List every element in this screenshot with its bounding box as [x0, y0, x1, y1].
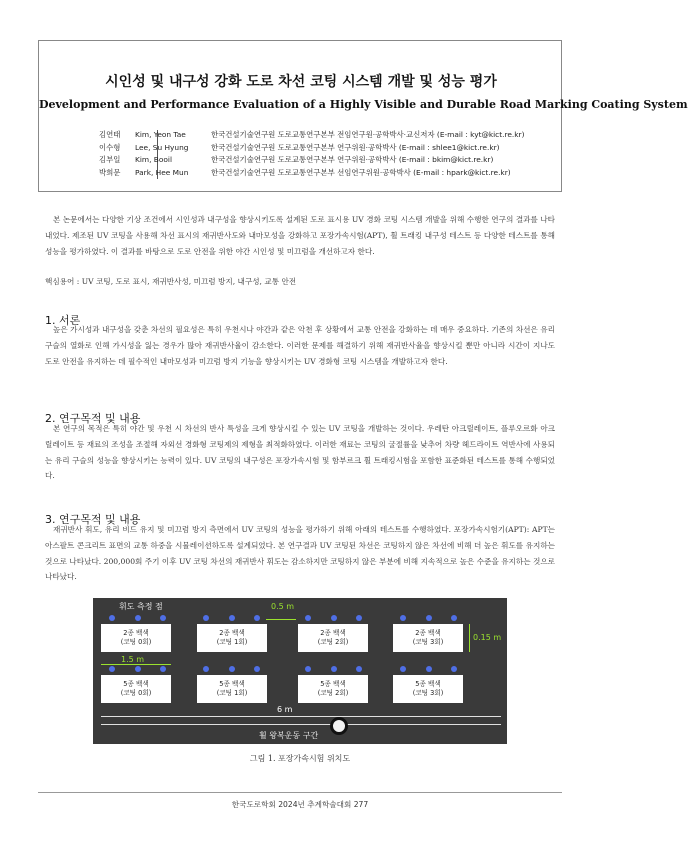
measure-dot	[331, 666, 337, 672]
measure-dot	[305, 615, 311, 621]
measure-dot	[400, 615, 406, 621]
title-english: Development and Performance Evaluation of a Highly Visible and Durable Road Marking Coating System	[39, 98, 688, 111]
test-cell	[393, 624, 463, 652]
measure-dot	[109, 666, 115, 672]
wheel-range-line	[101, 724, 501, 725]
title-korean: 시인성 및 내구성 강화 도로 차선 코팅 시스템 개발 및 성능 평가	[105, 74, 497, 90]
measure-dot	[305, 666, 311, 672]
section-heading-results: 3. 연구목적 및 내용	[45, 513, 141, 526]
measure-dot	[451, 615, 457, 621]
author-row	[99, 142, 511, 155]
author-affiliation: 한국건설기술연구원 도로교통연구본부 선임연구위원·공학박사 (E-mail : hpark@kict.re.kr)	[211, 167, 511, 177]
figure-caption: 그림 1. 포장가속시험 위치도	[249, 754, 351, 763]
page-footer: 한국도로학회 2024년 추계학술대회 277	[231, 800, 369, 809]
test-cell	[393, 675, 463, 703]
dim-05-line	[266, 619, 296, 620]
author-name-ko: 박희문	[99, 167, 121, 177]
measure-dot	[160, 615, 166, 621]
author-row	[99, 154, 511, 167]
section-body-objective: 본 연구의 목적은 특히 야간 및 우천 시 차선의 반사 특성을 크게 향상시킬 수 있는 UV 코팅을 개발하는 것이다. 우레탄 아크릴레이트, 플루오르화 아크릴레이트 등 재료의 조성을 조절해 자외선 경화형 코팅제의 제형을 최적화하였다. 이러한 재료는 코팅의 굴절률을 낮추어 차량 헤드라이트 역반사에 사용되는 유리 구슬의 성능을 향상시키는 능력이 있다. UV 코팅의 내구성은 포장가속시험 및 함부르크 휠 트래킹시험을 포함한 표준화된 테스트를 통해 수행되었다.	[45, 424, 555, 481]
test-cell	[197, 624, 267, 652]
measure-dot	[426, 666, 432, 672]
test-cell	[298, 675, 368, 703]
cell-line2: (코팅 0회)	[120, 638, 152, 646]
author-affiliation: 한국건설기술연구원 도로교통연구본부 전임연구원·공학박사·교신저자 (E-mail : kyt@kict.re.kr)	[211, 130, 525, 139]
wheel-range-label: 휠 왕복운동 구간	[259, 731, 319, 740]
keywords: 핵심용어 : UV 코팅, 도로 표시, 재귀반사성, 미끄럼 방지, 내구성, 교통 안전	[45, 277, 297, 286]
measure-dot	[451, 666, 457, 672]
author-row	[99, 167, 511, 180]
cell-line2: (코팅 1회)	[216, 689, 248, 697]
test-cell	[197, 675, 267, 703]
cell-line2: (코팅 2회)	[317, 638, 349, 646]
paper-header	[38, 40, 688, 192]
abstract: 본 논문에서는 다양한 기상 조건에서 시인성과 내구성을 향상시키도록 설계된 도로 표시용 UV 경화 코팅 시스템 개발을 위해 수행한 연구의 결과를 나타내었다. 제조된 UV 코팅을 사용해 차선 표시의 재귀반사도와 내마모성을 강화하고 포장가속시험(APT), 휠 트래킹 내구성 테스트 등 다양한 테스트를 통해 성능을 평가하였다. 이 결과를 바탕으로 도로 안전을 위한 야간 시인성 및 미끄럼을 개선하고자 한다.	[45, 215, 555, 256]
measure-dot	[109, 615, 115, 621]
dim-015-line	[469, 624, 470, 652]
test-cell	[101, 675, 171, 703]
measure-dot	[426, 615, 432, 621]
cell-line1: 2종 백색	[320, 629, 346, 637]
cell-line1: 2종 백색	[123, 629, 149, 637]
dim-15-line	[101, 664, 171, 665]
author-list	[99, 129, 525, 179]
wheel-icon	[330, 717, 348, 735]
section-body-results: 재귀반사 휘도, 유리 비드 유지 및 미끄럼 방지 측면에서 UV 코팅의 성능을 평가하기 위해 아래의 테스트를 수행하였다. 포장가속시험기(APT): APT는 아스팔트 콘크리트 표면의 교통 하중을 시뮬레이션하도록 설계되었다. 본 연구결과 UV 코팅된 차선은 코팅하지 않은 차선에 비해 더 높은 휘도를 유지하는 것으로 나타났다. 200,000회 주기 이후 UV 코팅 차선의 재귀반사 휘도는 감소하지만 코팅하지 않은 부분에 비해 지속적으로 높은 수준을 유지하는 것으로 나타났다.	[45, 525, 555, 582]
dim-6-label: 6 m	[277, 705, 293, 714]
measure-dot	[400, 666, 406, 672]
test-cell	[298, 624, 368, 652]
section-heading-introduction: 1. 서론	[45, 314, 81, 327]
author-affiliation: 한국건설기술연구원 도로교통연구본부 연구위원·공학박사 (E-mail : shlee1@kict.re.kr)	[211, 142, 500, 152]
author-name-ko: 이수형	[99, 142, 121, 152]
measure-dot	[229, 666, 235, 672]
measure-dot	[203, 615, 209, 621]
cell-line2: (코팅 3회)	[412, 638, 444, 646]
measure-dot	[229, 615, 235, 621]
section-heading-objective: 2. 연구목적 및 내용	[45, 412, 141, 425]
cell-line2: (코팅 0회)	[120, 689, 152, 697]
measure-dot	[356, 615, 362, 621]
author-name-en: Kim, Booil	[135, 155, 173, 164]
cell-line1: 5종 백색	[320, 680, 346, 688]
measure-dot	[135, 666, 141, 672]
author-affiliation: 한국건설기술연구원 도로교통연구본부 연구위원·공학박사 (E-mail : bkim@kict.re.kr)	[211, 155, 494, 164]
author-name-en: Kim, Yeon Tae	[135, 130, 186, 139]
cell-line1: 5종 백색	[123, 680, 149, 688]
dim-015-label: 0.15 m	[473, 633, 502, 642]
measure-dot	[331, 615, 337, 621]
cell-line1: 5종 백색	[415, 680, 441, 688]
cell-line2: (코팅 3회)	[412, 689, 444, 697]
measure-dot	[254, 615, 260, 621]
dim-05-label: 0.5 m	[271, 602, 295, 611]
measure-dot	[356, 666, 362, 672]
dim-6-line	[101, 716, 501, 717]
cell-line2: (코팅 2회)	[317, 689, 349, 697]
test-cell	[101, 624, 171, 652]
author-name-en: Lee, Su Hyung	[135, 142, 189, 152]
measure-dot	[135, 615, 141, 621]
measure-point-label: 휘도 측정 점	[119, 602, 163, 611]
section-body-introduction: 높은 가시성과 내구성을 갖춘 차선의 필요성은 특히 우천시나 야간과 같은 악천 후 상황에서 교통 안전을 강화하는 데 매우 중요하다. 기존의 차선은 유리 구슬의 열화로 인해 가시성을 잃는 경우가 많아 재귀반사율이 감소한다. 이러한 문제를 해결하기 위해 재귀반사율을 향상시킬 뿐만 아니라 시간이 지나도 도로 안전을 유지하는 데 필수적인 내마모성과 미끄럼 방지 기능을 향상시키는 UV 경화형 코팅 시스템을 개발하고자 한다.	[45, 325, 555, 366]
cell-line1: 2종 백색	[415, 629, 441, 637]
measure-dot	[254, 666, 260, 672]
footer-divider	[38, 792, 562, 793]
measure-dot	[203, 666, 209, 672]
author-name-en: Park, Hee Mun	[135, 167, 189, 177]
apt-layout-figure	[93, 598, 507, 744]
cell-line2: (코팅 1회)	[216, 638, 248, 646]
measure-dot	[160, 666, 166, 672]
author-name-ko: 김연태	[99, 130, 121, 139]
cell-line1: 5종 백색	[219, 680, 245, 688]
dim-15-label: 1.5 m	[121, 655, 145, 664]
cell-line1: 2종 백색	[219, 629, 245, 637]
author-name-ko: 김부일	[99, 155, 121, 164]
author-row	[99, 129, 525, 142]
